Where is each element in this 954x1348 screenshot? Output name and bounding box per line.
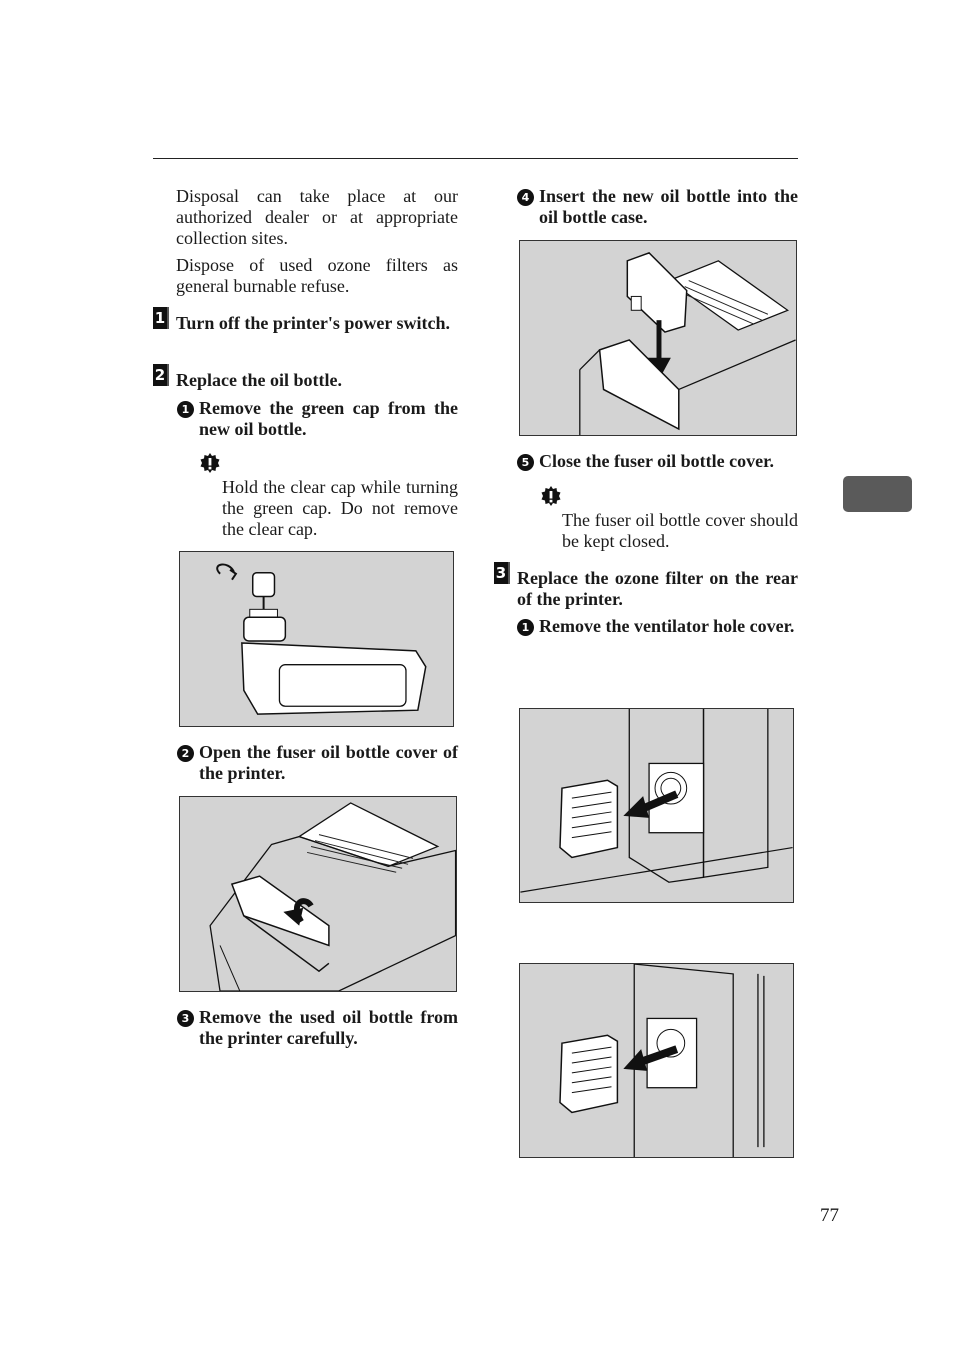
substep-5-text: Close the fuser oil bottle cover.: [539, 451, 774, 471]
step-2-text: Replace the oil bottle.: [176, 370, 342, 390]
important-note-1: Hold the clear cap while turning the green cap. Do not remove the clear cap.: [222, 477, 458, 539]
substep-number-1: 1: [177, 401, 194, 418]
open-fuser-cover-illustration: [179, 796, 457, 992]
substep-number-3-1: 1: [517, 619, 534, 636]
step-number-1: 1: [153, 307, 169, 329]
oil-bottle-cap-illustration: [179, 551, 454, 727]
substep-number-4: 4: [517, 189, 534, 206]
chapter-tab: [843, 476, 912, 512]
disposal-paragraph: Disposal can take place at our authorized dealer or at appropriate collection sites.: [176, 186, 458, 248]
substep-4-text: Insert the new oil bottle into the oil bottle case.: [539, 186, 798, 227]
substep-number-5: 5: [517, 454, 534, 471]
page-number: 77: [820, 1205, 839, 1226]
substep-number-2: 2: [177, 745, 194, 762]
step-1-text: Turn off the printer's power switch.: [176, 313, 450, 333]
substep-3-1-text: Remove the ventilator hole cover.: [539, 616, 795, 636]
important-icon: [540, 485, 562, 507]
substep-3-text: Remove the used oil bottle from the printer carefully.: [199, 1007, 458, 1048]
header-rule: [153, 158, 798, 159]
step-3-text: Replace the ozone filter on the rear of the printer.: [517, 568, 798, 609]
important-note-2: The fuser oil bottle cover should be kept closed.: [562, 510, 798, 551]
ozone-disposal-paragraph: Dispose of used ozone filters as general burnable refuse.: [176, 255, 458, 296]
step-number-3: 3: [494, 562, 510, 584]
insert-oil-bottle-illustration: [519, 240, 797, 436]
step-number-2: 2: [153, 364, 169, 386]
substep-number-3: 3: [177, 1010, 194, 1027]
ventilator-cover-illustration-2: [519, 963, 794, 1158]
substep-1-text: Remove the green cap from the new oil bottle.: [199, 398, 458, 439]
important-icon: [199, 452, 221, 474]
substep-2-text: Open the fuser oil bottle cover of the printer.: [199, 742, 458, 783]
ventilator-cover-illustration-1: [519, 708, 794, 903]
